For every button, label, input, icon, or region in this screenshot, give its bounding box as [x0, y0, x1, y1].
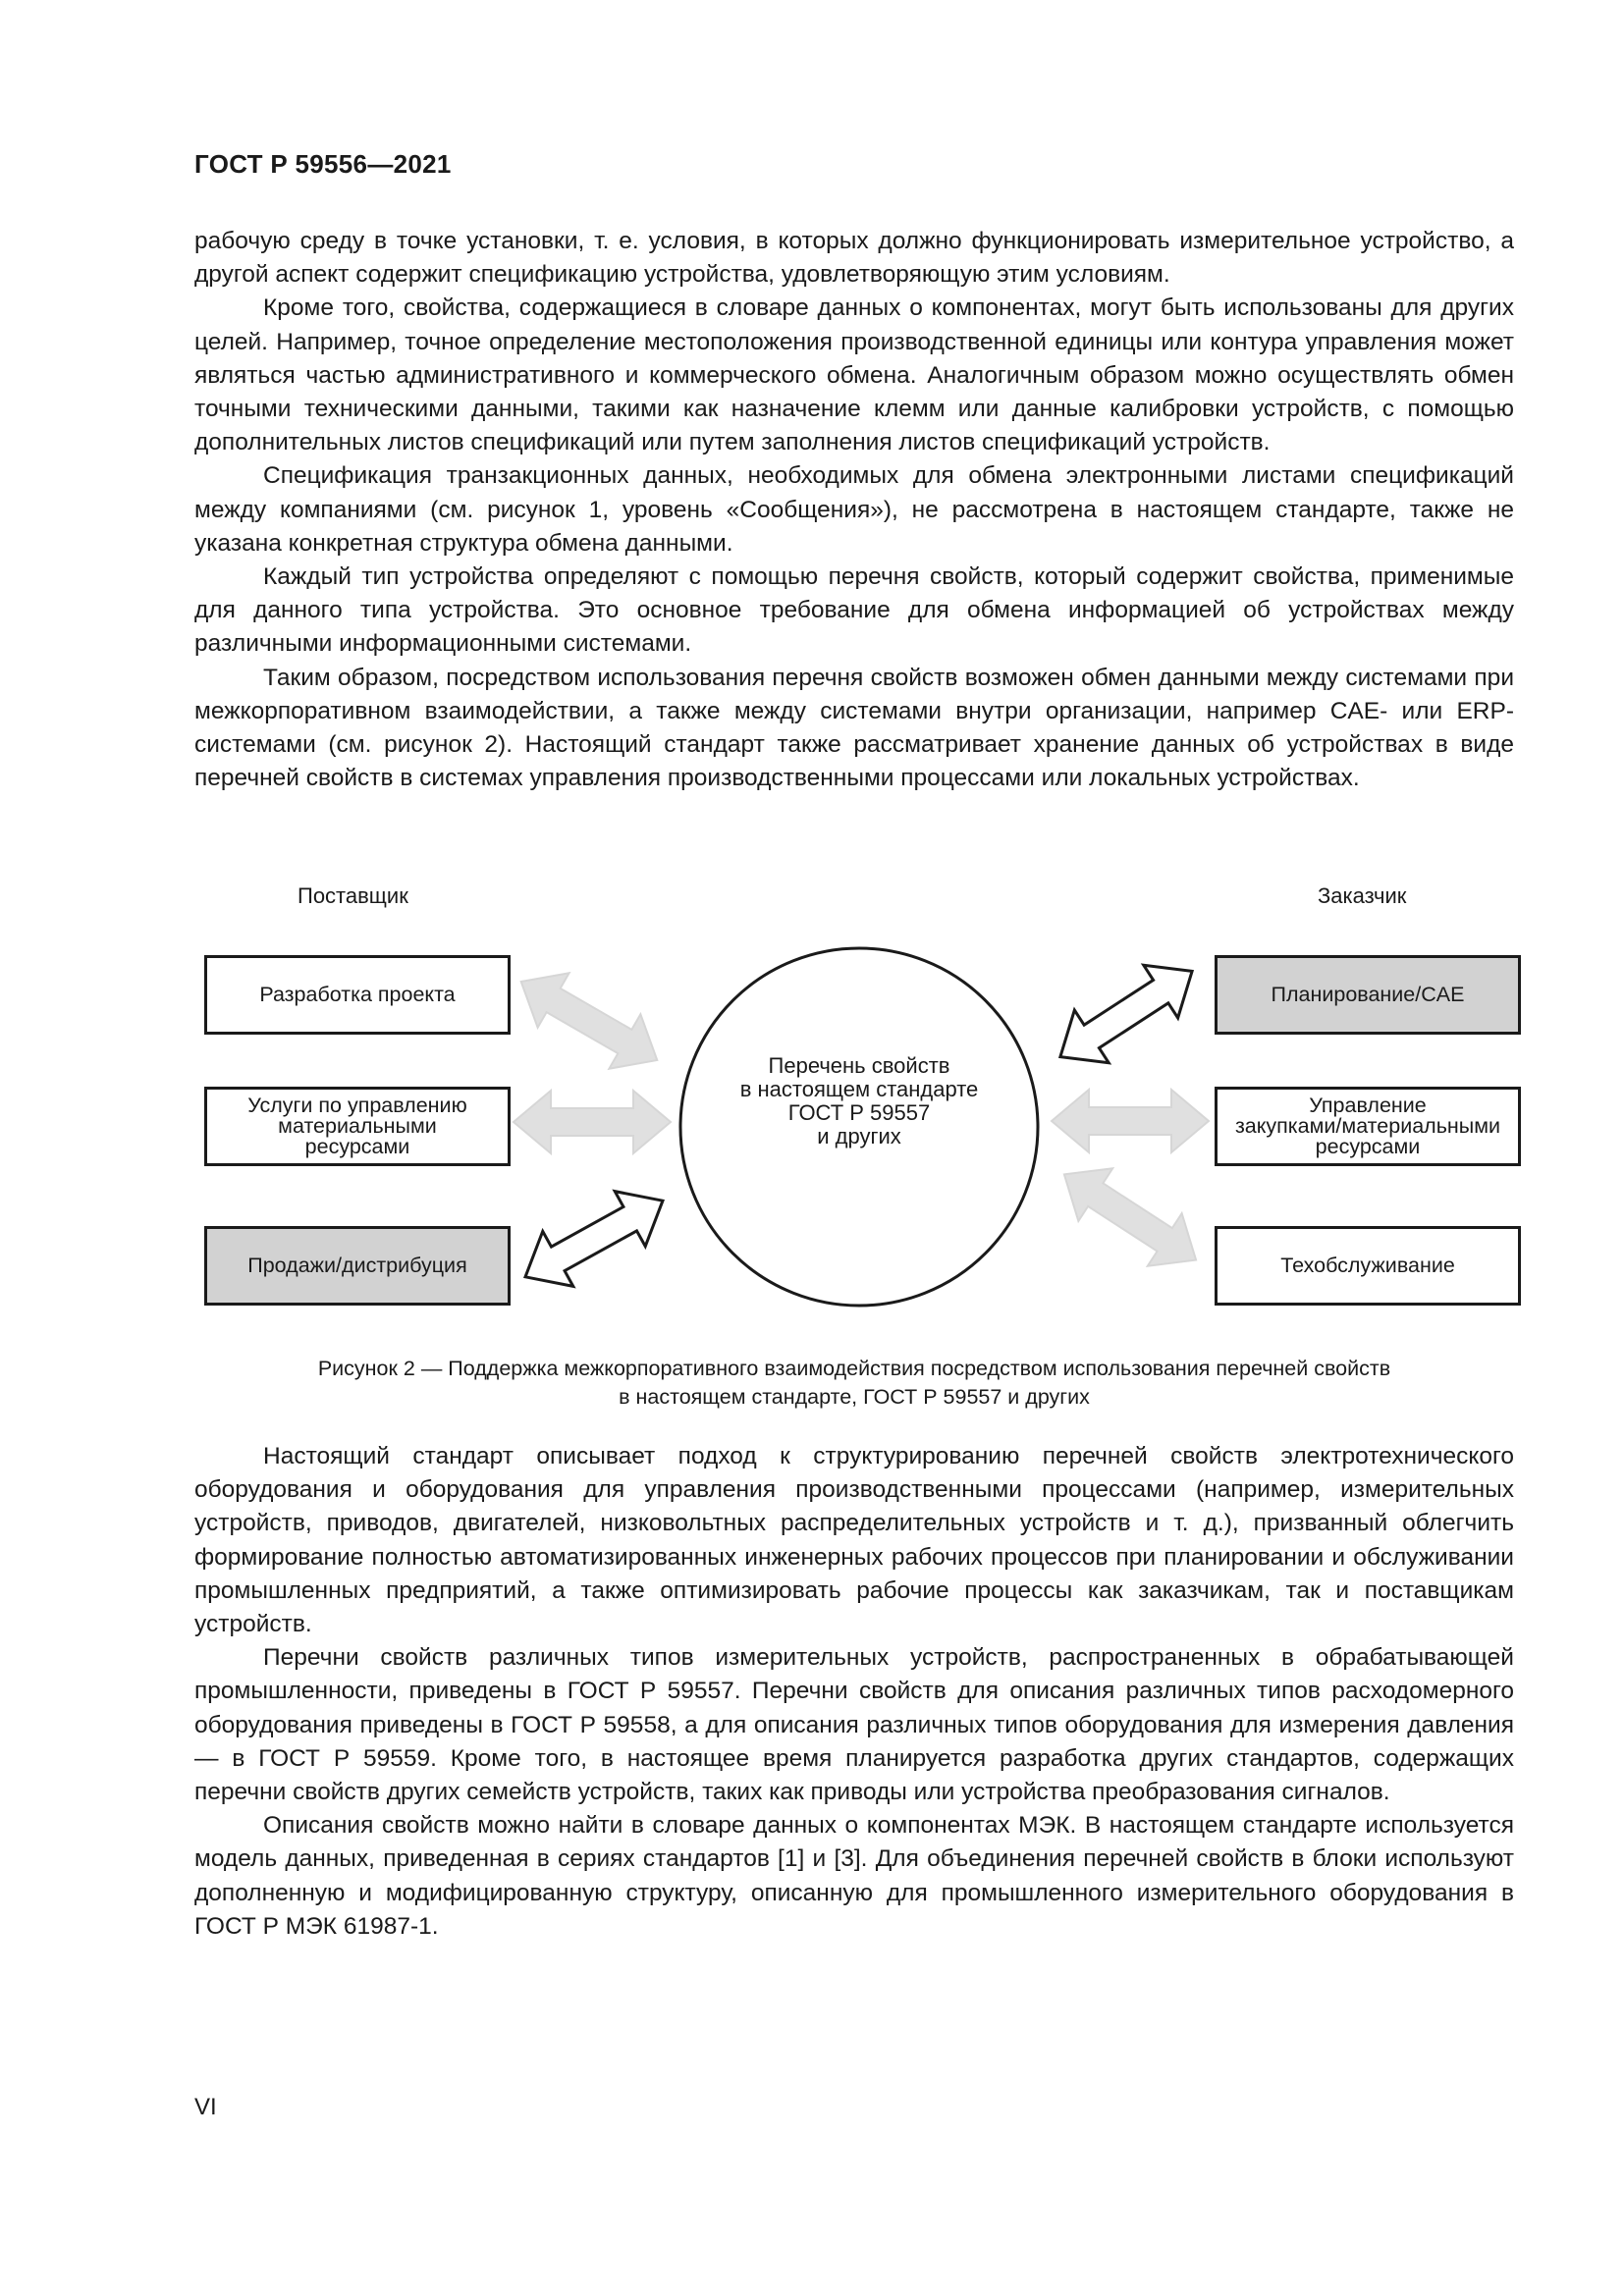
- page-number: VI: [194, 2094, 217, 2120]
- center-circle-text: [682, 1054, 1036, 1148]
- figure-caption: [194, 1355, 1514, 1412]
- double-arrow-icon: [511, 1173, 678, 1305]
- box-line: Управление: [1309, 1094, 1427, 1117]
- paragraph: Описания свойств можно найти в словаре данных о компонентах МЭК. В настоящем стандарте используется модель данных, приведенная в сериях стандартов [1] и [3]. Для объединения перечней свойств в блоки используют дополненную и модифицированную структуру, описанную для промышленного измерительного оборудования в ГОСТ Р МЭК 61987-1.: [194, 1812, 1514, 1940]
- box-line: Продажи/дистрибуция: [247, 1254, 467, 1277]
- customer-label: Заказчик: [1318, 883, 1407, 908]
- box-line: Техобслуживание: [1280, 1254, 1455, 1277]
- box-sales-distribution: [204, 1226, 511, 1306]
- paragraph: Таким образом, посредством использования перечня свойств возможен обмен данными между системами при межкорпоративном взаимодействии, а также между системами внутри организации, например CAE- или ERP-системами (см. рисунок 2). Настоящий стандарт также рассматривает хранение данных об устройствах в виде перечней свойств в системах управления производственными процессами или локальных устройствах.: [194, 664, 1514, 792]
- box-maintenance: [1215, 1226, 1521, 1306]
- box-planning-cae: [1215, 955, 1521, 1035]
- box-line: Планирование/CAE: [1271, 983, 1465, 1006]
- box-line: Разработка проекта: [259, 983, 456, 1006]
- double-arrow-icon: [1047, 1148, 1213, 1287]
- double-arrow-icon: [514, 1091, 671, 1153]
- double-arrow-icon: [1052, 1090, 1209, 1152]
- box-line: материальными: [278, 1114, 437, 1138]
- box-line: Услуги по управлению: [247, 1094, 467, 1117]
- box-line: ресурсами: [304, 1135, 410, 1158]
- box-project-development: [204, 955, 511, 1035]
- circle-line: ГОСТ Р 59557: [787, 1100, 931, 1125]
- text-block-top: [194, 225, 1514, 795]
- paragraph: Настоящий стандарт описывает подход к структурированию перечней свойств электротехнического оборудования и оборудования для управления производственными процессами (например, измерительных устройств, приводов, двигателей, низковольтных распределительных устройств и т. д.), призванный облегчить формирование полностью автоматизированных инженерных рабочих процессов при планировании и обслуживании промышленных предприятий, а также оптимизировать рабочие процессы как заказчикам, так и поставщикам устройств.: [194, 1443, 1514, 1638]
- box-line: ресурсами: [1315, 1135, 1421, 1158]
- paragraph: Кроме того, свойства, содержащиеся в словаре данных о компонентах, могут быть использованы для других целей. Например, точное определение местоположения производственной единицы или контура управления может являться частью административного и коммерческого обмена. Аналогичным образом можно осуществлять обмен точными техническими данными, такими как назначение клемм или данные калибровки устройств, с помощью дополнительных листов спецификаций или путем заполнения листов спецификаций устройств.: [194, 294, 1514, 456]
- paragraph: Каждый тип устройства определяют с помощью перечня свойств, который содержит свойства, применимые для данного типа устройства. Это основное требование для обмена информацией об устройствах между различными информационными системами.: [194, 563, 1514, 658]
- box-material-resource-services: [204, 1087, 511, 1166]
- paragraph: Спецификация транзакционных данных, необходимых для обмена электронными листами спецификаций между компаниями (см. рисунок 1, уровень «Сообщения»), не рассмотрена в настоящем стандарте, также не указана конкретная структура обмена данными.: [194, 462, 1514, 557]
- box-procurement-management: [1215, 1087, 1521, 1166]
- paragraph: рабочую среду в точке установки, т. е. условия, в которых должно функционировать измерительное устройство, а другой аспект содержит спецификацию устройства, удовлетворяющую этим условиям.: [194, 228, 1514, 289]
- figure-2-diagram: [0, 864, 1624, 1325]
- circle-line: в настоящем стандарте: [739, 1077, 979, 1101]
- paragraph: Перечни свойств различных типов измерительных устройств, распространенных в обрабатывающей промышленности, приведены в ГОСТ Р 59557. Перечни свойств для описания различных типов расходомерного оборудования приведены в ГОСТ Р 59558, а для описания различных типов оборудования для измерения давления — в ГОСТ Р 59559. Кроме того, в настоящее время планируется разработка других стандартов, содержащих перечни свойств других семейств устройств, таких как приводы или устройства преобразования сигналов.: [194, 1644, 1514, 1806]
- double-arrow-icon: [506, 954, 674, 1087]
- circle-line: Перечень свойств: [768, 1053, 950, 1078]
- standard-header: ГОСТ Р 59556—2021: [194, 149, 452, 179]
- box-line: закупками/материальными: [1234, 1114, 1501, 1138]
- circle-line: и других: [817, 1124, 901, 1148]
- text-block-bottom: [194, 1440, 1514, 1944]
- supplier-label: Поставщик: [298, 883, 408, 908]
- double-arrow-icon: [1043, 945, 1209, 1084]
- caption-line: Рисунок 2 — Поддержка межкорпоративного взаимодействия посредством использования перечней свойств: [317, 1357, 1391, 1380]
- caption-line: в настоящем стандарте, ГОСТ Р 59557 и других: [619, 1385, 1090, 1409]
